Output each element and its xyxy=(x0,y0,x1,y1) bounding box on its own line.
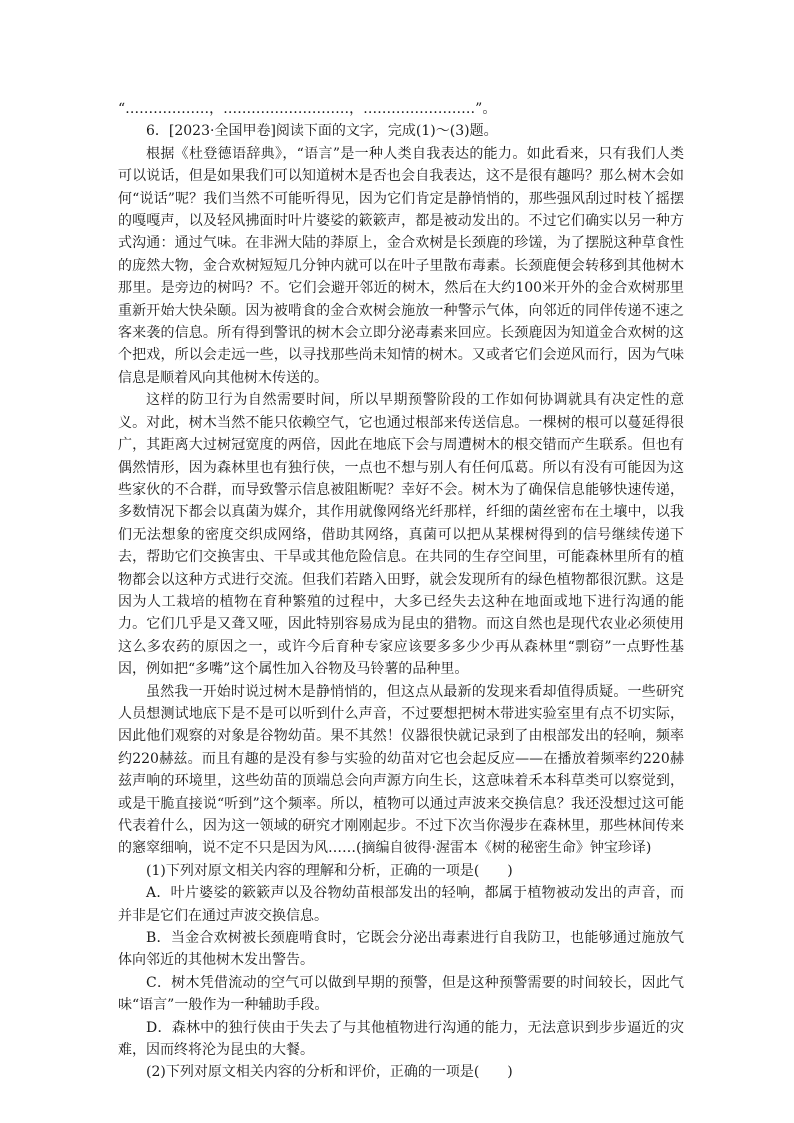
answer-blanks: “………………，………………………，……………………”。 xyxy=(118,101,497,117)
question-1-option-b: B．当金合欢树被长颈鹿啃食时，它既会分泌出毒素进行自我防卫，也能够通过施放气体向邻近的其他树木发出警告。 xyxy=(118,930,684,969)
document-page xyxy=(118,98,684,1084)
question-1-option-d: D．森林中的独行侠由于失去了与其他植物进行沟通的能力，无法意识到步步逼近的灾难，因而终将沦为昆虫的大餐。 xyxy=(118,1019,684,1059)
question-1-option-c: C．树木凭借流动的空气可以做到早期的预警，但是这种预警需要的时间较长，因此气味“语言”一般作为一种辅助手段。 xyxy=(118,974,684,1014)
passage-paragraph-3: 虽然我一开始时说过树木是静悄悄的，但这点从最新的发现来看却值得质疑。一些研究人员想测试地底下是不是可以听到什么声音，不过要想把树木带进实验室里有点不切实际，因此他们观察的对象是谷物幼苗。果不其然！仪器很快就记录到了由根部发出的轻响，频率约220赫兹。而且有趣的是没有参与实验的幼苗对它也会起反应——在播放着频率约220赫兹声响的环境里，这些幼苗的顶端总会向声源方向生长，这意味着禾本科草类可以察觉到，或是干脆直接说“听到”这个频率。所以，植物可以通过声波来交换信息？我还没想过这可能代表着什么，因为这一领域的研究才刚刚起步。不过下次当你漫步在森林里，那些林间传来的窸窣细响，说不定不只是因为风……(摘编自彼得·渥雷本《树的秘密生命》钟宝珍译) xyxy=(118,683,684,857)
question-1-stem: (1)下列对原文相关内容的理解和分析，正确的一项是( ) xyxy=(146,862,513,879)
question-2-stem: (2)下列对原文相关内容的分析和评价，正确的一项是( ) xyxy=(146,1064,513,1081)
question-header: 6．[2023·全国甲卷]阅读下面的文字，完成(1)～(3)题。 xyxy=(146,123,498,140)
question-1-option-a: A．叶片婆娑的簌簌声以及谷物幼苗根部发出的轻响，都属于植物被动发出的声音，而并非是它们在通过声波交换信息。 xyxy=(118,885,684,924)
passage-paragraph-1: 根据《杜登德语辞典》，“语言”是一种人类自我表达的能力。如此看来，只有我们人类可以说话，但是如果我们可以知道树木是否也会自我表达，这不是很有趣吗？那么树木会如何“说话”呢？我们当然不可能听得见，因为它们肯定是静悄悄的，那些强风刮过时枝丫摇摆的嘎嘎声，以及轻风拂面时叶片婆娑的簌簌声，都是被动发出的。不过它们确实以另一种方式沟通：通过气味。在非洲大陆的莽原上，金合欢树是长颈鹿的珍馐，为了摆脱这种草食性的庞然大物，金合欢树短短几分钟内就可以在叶子里散布毒素。长颈鹿便会转移到其他树木那里。是旁边的树吗？不。它们会避开邻近的树木，然后在大约100米开外的金合欢树那里重新开始大快朵颐。因为被啃食的金合欢树会施放一种警示气体，向邻近的同伴传递不速之客来袭的信息。所有得到警讯的树木会立即分泌毒素来回应。长颈鹿因为知道金合欢树的这个把戏，所以会走远一些，以寻找那些尚未知情的树木。又或者它们会逆风而行，因为气味信息是顺着风向其他树木传送的。 xyxy=(118,145,684,386)
passage-paragraph-2: 这样的防卫行为自然需要时间，所以早期预警阶段的工作如何协调就具有决定性的意义。对此，树木当然不能只依赖空气，它也通过根部来传送信息。一棵树的根可以蔓延得很广，其距离大过树冠宽度的两倍，因此在地底下会与周遭树木的根交错而产生联系。但也有偶然情形，因为森林里也有独行侠，一点也不想与别人有任何瓜葛。所以有没有可能因为这些家伙的不合群，而导致警示信息被阻断呢？幸好不会。树木为了确保信息能够快速传递，多数情况下都会以真菌为媒介，其作用就像网络光纤那样，纤细的菌丝密布在土壤中，以我们无法想象的密度交织成网络，借助其网络，真菌可以把从某棵树得到的信号继续传递下去，帮助它们交换害虫、干旱或其他危险信息。在共同的生存空间里，可能森林里所有的植物都会以这种方式进行交流。但我们若踏入田野，就会发现所有的绿色植物都很沉默。这是因为人工栽培的植物在育种繁殖的过程中，大多已经失去这种在地面或地下进行沟通的能力。它们几乎是又聋又哑，因此特别容易成为昆虫的猎物。而这自然也是现代农业必须使用这么多农药的原因之一，或许今后育种专家应该要多多少少再从森林里“剽窃”一点野性基因，例如把“多嘴”这个属性加入谷物及马铃薯的品种里。 xyxy=(118,392,684,678)
